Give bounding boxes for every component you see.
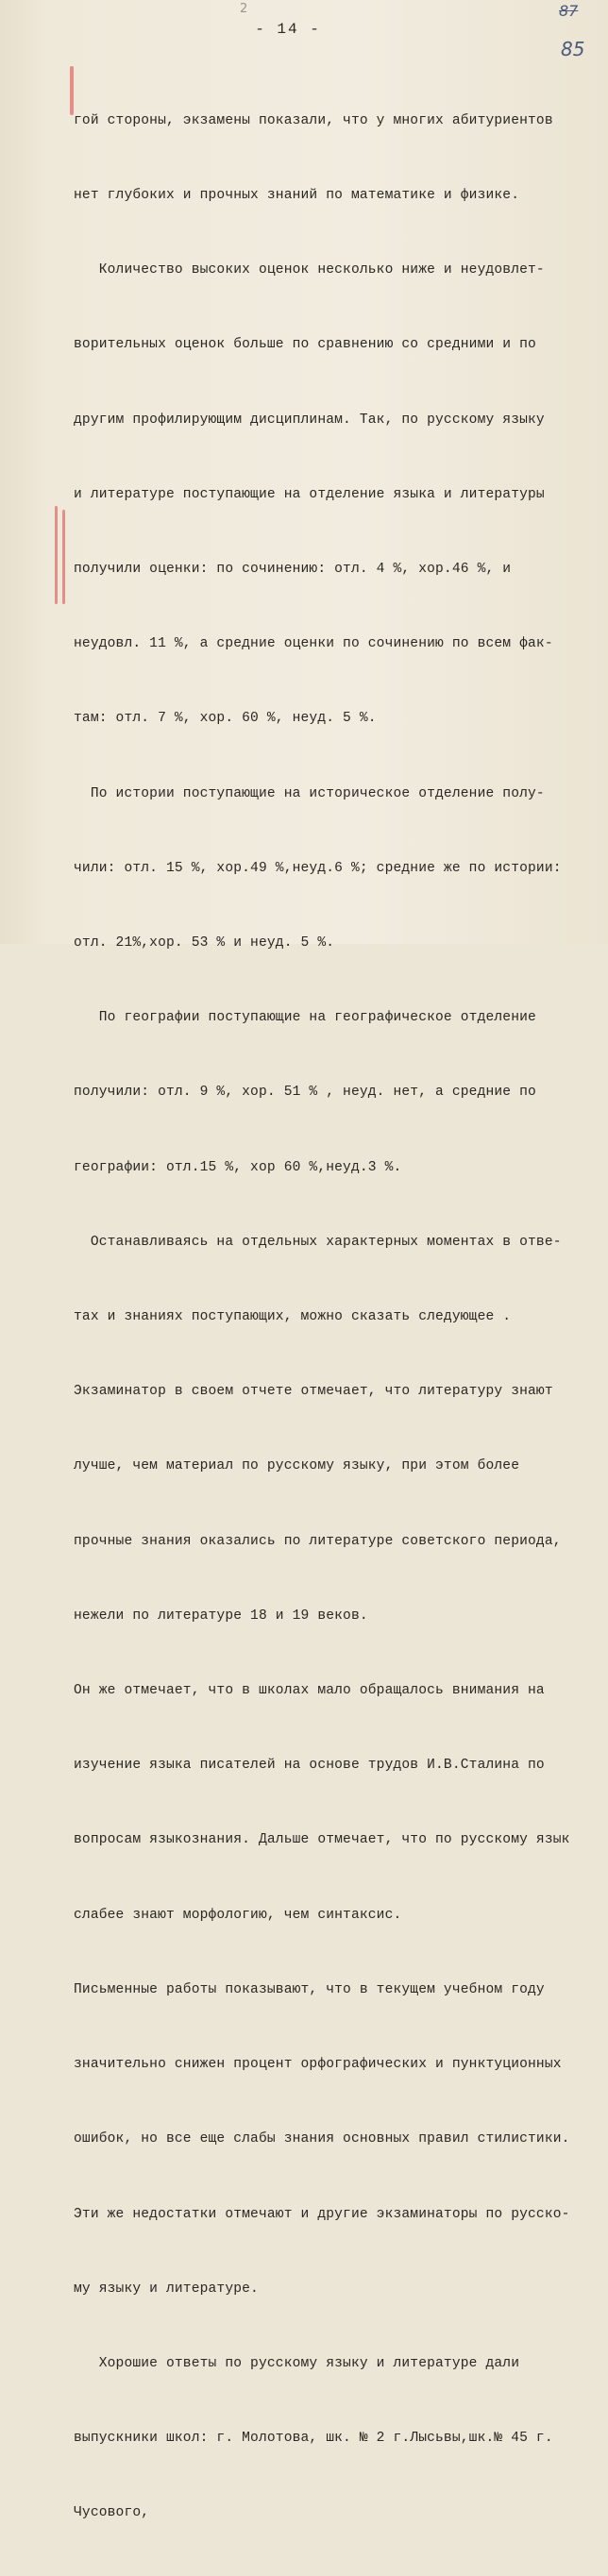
text-line: Количество высоких оценок несколько ниже и неудовлет- <box>74 262 545 278</box>
page-number: - 14 - <box>255 21 321 38</box>
text-line: географии: отл.15 %, хор 60 %,неуд.3 %. <box>74 1159 402 1175</box>
text-line: и литературе поступающие на отделение языка и литературы <box>74 486 545 502</box>
red-margin-mark-middle-right <box>62 510 65 604</box>
text-line: Эти же недостатки отмечают и другие экзаминаторы по русско- <box>74 2206 570 2222</box>
text-line: нежели по литературе 18 и 19 веков. <box>74 1608 368 1624</box>
archive-number-struck: 87 <box>559 2 579 20</box>
text-line: Хорошие ответы по русскому языку и литературе дали <box>74 2355 520 2371</box>
text-line: Он же отмечает, что в школах мало обращалось внимания на <box>74 1683 545 1699</box>
text-line: слабее знают морфологию, чем синтаксис. <box>74 1907 402 1923</box>
text-line: гой стороны, экзамены показали, что у многих абитуриентов <box>74 112 553 128</box>
text-line: там: отл. 7 %, хор. 60 %, неуд. 5 %. <box>74 711 377 727</box>
text-line: ошибок, но все еще слабы знания основных правил стилистики. <box>74 2131 570 2147</box>
text-line: тах и знаниях поступающих, можно сказать следующее . <box>74 1309 512 1325</box>
pencil-page-number: 2 <box>240 2 248 16</box>
text-line: неудовл. 11 %, а средние оценки по сочинению по всем фак- <box>74 636 553 652</box>
red-margin-mark-middle-left <box>55 506 58 604</box>
archive-folio-number <box>551 0 604 66</box>
text-line: получили: отл. 9 %, хор. 51 % , неуд. нет, а средние по <box>74 1085 536 1101</box>
text-line: значительно снижен процент орфографических и пунктуционных <box>74 2057 562 2073</box>
typed-text-body <box>74 59 608 2576</box>
text-line: прочные знания оказались по литературе советского периода, <box>74 1533 562 1549</box>
text-line: выпускники школ: г. Молотова, шк. № 2 г.Лысьвы,шк.№ 45 г. <box>74 2431 553 2447</box>
text-line: чили: отл. 15 %, хор.49 %,неуд.6 %; средние же по истории: <box>74 860 562 876</box>
text-line: ворительных оценок больше по сравнению со средними и по <box>74 337 536 353</box>
archive-number: 85 <box>561 38 585 60</box>
text-line: му языку и литературе. <box>74 2281 259 2297</box>
text-line: По географии поступающие на географическое отделение <box>74 1010 536 1026</box>
text-line: вопросам языкознания. Дальше отмечает, что по русскому язык <box>74 1832 570 1848</box>
text-line: Останавливаясь на отдельных характерных моментах в отве- <box>74 1234 562 1250</box>
text-line: Чусового, <box>74 2505 150 2521</box>
text-line: получили оценки: по сочинению: отл. 4 %, хор.46 %, и <box>74 562 512 578</box>
text-line: отл. 21%,хор. 53 % и неуд. 5 %. <box>74 935 335 951</box>
text-line: лучше, чем материал по русскому языку, при этом более <box>74 1458 520 1474</box>
text-line: По истории поступающие на историческое отделение полу- <box>74 785 545 801</box>
text-line: другим профилирующим дисциплинам. Так, по русскому языку <box>74 412 545 428</box>
text-line: нет глубоких и прочных знаний по математике и физике. <box>74 188 520 204</box>
text-line: Экзаминатор в своем отчете отмечает, что литературу знают <box>74 1384 553 1400</box>
text-line: изучение языка писателей на основе трудов И.В.Сталина по <box>74 1758 545 1774</box>
text-line: Письменные работы показывают, что в текущем учебном году <box>74 1981 545 1997</box>
